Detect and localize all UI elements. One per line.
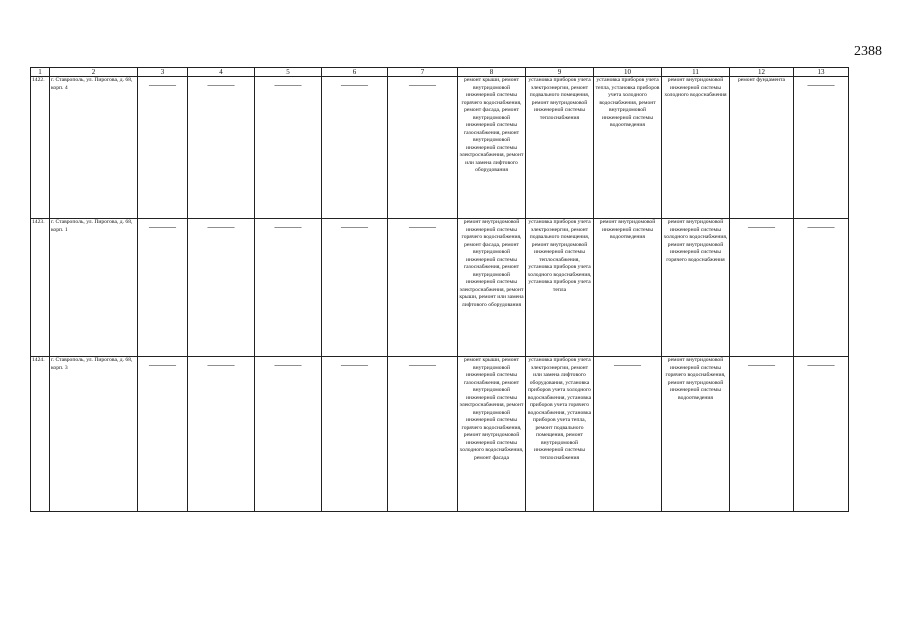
empty-cell (138, 219, 188, 357)
dash-mark: ——— (409, 222, 436, 232)
empty-cell (188, 219, 255, 357)
empty-cell (322, 77, 388, 219)
empty-cell (594, 357, 662, 512)
empty-cell (322, 219, 388, 357)
dash-mark: ——— (207, 80, 235, 90)
dash-mark: ——— (807, 360, 835, 370)
works-col-11: ремонт внутридомовой инженерной системы горячего водоснабжения, ремонт внутридомовой инженерной системы водоотведения (662, 357, 730, 512)
works-col-11: ремонт внутридомовой инженерной системы холодного водоснабжения (662, 77, 730, 219)
housing-repair-table (30, 67, 849, 512)
dash-mark: ——— (149, 80, 176, 90)
empty-cell (388, 357, 458, 512)
empty-cell (388, 219, 458, 357)
empty-cell (730, 219, 794, 357)
table-row (31, 357, 849, 512)
works-col-8: ремонт крыши, ремонт внутридомовой инженерной системы газоснабжения, ремонт внутридомовой инженерной системы электроснабжения, ремонт внутридомовой инженерной системы горячего водоснабжения, ремонт внутридомовой инженерной системы холодного водоснабжения, ремонт фасада (458, 357, 526, 512)
works-col-12: ремонт фундамента (730, 77, 794, 219)
column-header: 5 (255, 68, 322, 77)
dash-mark: ——— (149, 360, 176, 370)
column-header: 11 (662, 68, 730, 77)
dash-mark: ——— (807, 80, 835, 90)
empty-cell (794, 357, 849, 512)
column-header: 4 (188, 68, 255, 77)
column-number-row (31, 68, 849, 77)
dash-mark: ——— (807, 222, 835, 232)
column-header: 1 (31, 68, 50, 77)
row-address: г. Ставрополь, ул. Пирогова, д. 68, корп. 3 (50, 357, 138, 512)
column-header: 10 (594, 68, 662, 77)
empty-cell (138, 77, 188, 219)
column-header: 2 (50, 68, 138, 77)
dash-mark: ——— (274, 222, 302, 232)
empty-cell (188, 77, 255, 219)
empty-cell (322, 357, 388, 512)
empty-cell (255, 357, 322, 512)
empty-cell (794, 219, 849, 357)
column-header: 8 (458, 68, 526, 77)
row-number: 1423. (31, 219, 50, 357)
empty-cell (794, 77, 849, 219)
column-header: 7 (388, 68, 458, 77)
works-col-11: ремонт внутридомовой инженерной системы холодного водоснабжения, ремонт внутридомовой инженерной системы горячего водоснабжения (662, 219, 730, 357)
dash-mark: ——— (207, 222, 235, 232)
dash-mark: ——— (274, 360, 302, 370)
column-header: 12 (730, 68, 794, 77)
row-address: г. Ставрополь, ул. Пирогова, д. 68, корп. 1 (50, 219, 138, 357)
empty-cell (255, 219, 322, 357)
column-header: 6 (322, 68, 388, 77)
empty-cell (188, 357, 255, 512)
dash-mark: ——— (409, 80, 436, 90)
works-col-9: установка приборов учета электроэнергии, ремонт подвального помещения, ремонт внутридомовой инженерной системы теплоснабжения (526, 77, 594, 219)
works-col-8: ремонт крыши, ремонт внутридомовой инженерной системы горячего водоснабжения, ремонт фасада, ремонт внутридомовой инженерной системы газоснабжения, ремонт внутридомовой инженерной системы электроснабжения, ремонт или замена лифтового оборудования (458, 77, 526, 219)
dash-mark: ——— (149, 222, 176, 232)
dash-mark: ——— (614, 360, 641, 370)
dash-mark: ——— (748, 222, 775, 232)
column-header: 13 (794, 68, 849, 77)
dash-mark: ——— (274, 80, 302, 90)
works-col-9: установка приборов учета электроэнергии, ремонт подвального помещения, ремонт внутридомовой инженерной системы теплоснабжения, установка приборов учета холодного водоснабжения, установка приборов учета тепла (526, 219, 594, 357)
empty-cell (388, 77, 458, 219)
dash-mark: ——— (341, 80, 368, 90)
empty-cell (730, 357, 794, 512)
dash-mark: ——— (341, 360, 368, 370)
table-row (31, 219, 849, 357)
works-col-9: установка приборов учета электроэнергии, ремонт или замена лифтового оборудования, установка приборов учета холодного водоснабжения, установка приборов учета горячего водоснабжения, установка приборов учета тепла, ремонт подвального помещения, ремонт внутридомовой инженерной системы теплоснабжения (526, 357, 594, 512)
column-header: 3 (138, 68, 188, 77)
row-number: 1422. (31, 77, 50, 219)
dash-mark: ——— (207, 360, 235, 370)
empty-cell (138, 357, 188, 512)
row-address: г. Ставрополь, ул. Пирогова, д. 68, корп. 4 (50, 77, 138, 219)
row-number: 1424. (31, 357, 50, 512)
dash-mark: ——— (341, 222, 368, 232)
dash-mark: ——— (409, 360, 436, 370)
works-col-10: установка приборов учета тепла, установка приборов учета холодного водоснабжения, ремонт внутридомовой инженерной системы водоотведения (594, 77, 662, 219)
works-col-10: ремонт внутридомовой инженерной системы водоотведения (594, 219, 662, 357)
page-number: 2388 (854, 44, 882, 59)
column-header: 9 (526, 68, 594, 77)
dash-mark: ——— (748, 360, 775, 370)
table-row (31, 77, 849, 219)
works-col-8: ремонт внутридомовой инженерной системы горячего водоснабжения, ремонт фасада, ремонт внутридомовой инженерной системы газоснабжения, ремонт внутридомовой инженерной системы электроснабжения, ремонт крыши, ремонт или замена лифтового оборудования (458, 219, 526, 357)
empty-cell (255, 77, 322, 219)
